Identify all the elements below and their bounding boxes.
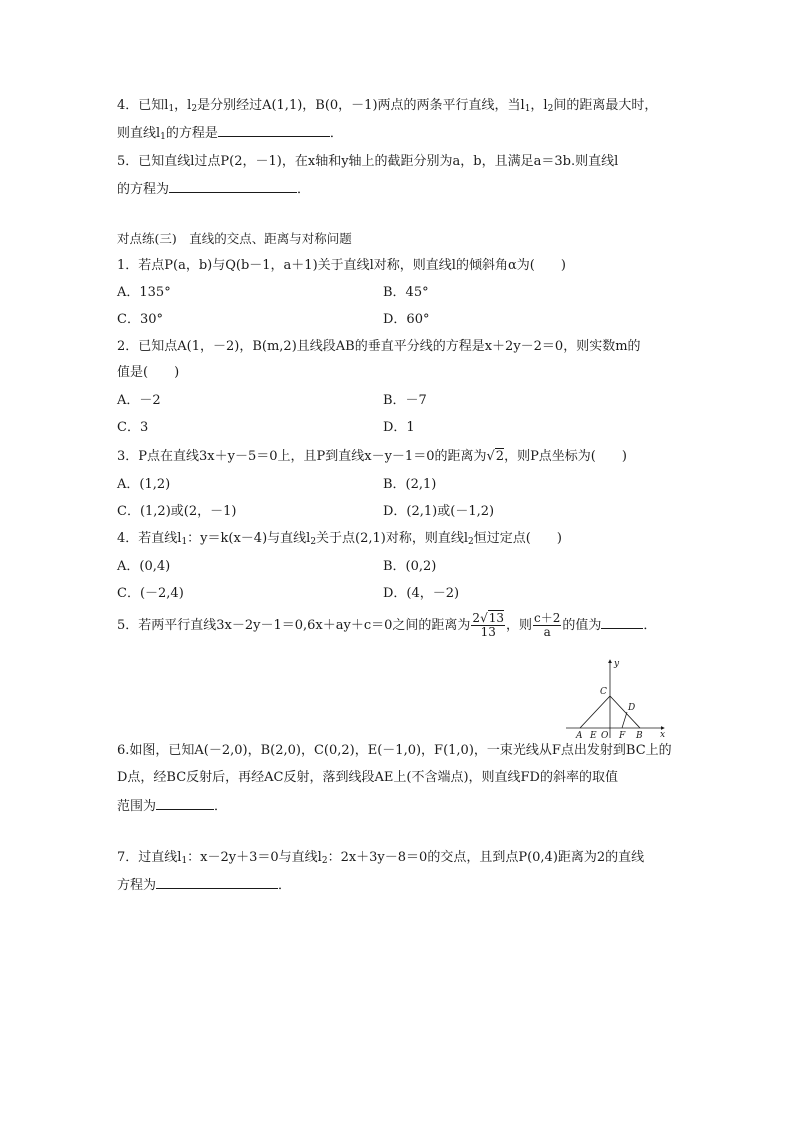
q3-option-d[interactable]: D．(2,1)或(－1,2) [383,504,495,519]
subscript: 1 [181,856,188,866]
q7-text: ：x－2y＋3＝0与直线l [187,850,322,865]
q7-line1 [117,849,644,867]
q2-option-d[interactable]: D．1 [383,420,415,435]
q5a-line2 [117,179,310,199]
fraction-distance [471,612,505,639]
subscript: 2 [310,537,317,547]
q4a-text: ． [329,126,343,141]
ray-fd [622,712,627,728]
q4a-text: 的方程是 [165,126,218,141]
sqrt-symbol: √ [486,449,495,464]
q6-line3 [117,796,227,816]
q1-option-a[interactable]: A．135° [117,285,171,300]
sqrt-radicand: 13 [488,611,504,625]
q7-text: ：2x＋3y－8＝0的交点，且到点P(0,4)距离为2的直线 [327,850,645,865]
label-b: B [636,731,643,740]
fraction-coefficient: 2 [472,611,481,625]
q4b-option-c[interactable]: C．(－2,4) [117,586,184,601]
sqrt-radicand: 2 [495,449,505,464]
q4a-line2 [117,123,343,143]
q2-stem-line2: 值是( ) [117,365,180,380]
label-a: A [576,731,583,740]
segment-ac [580,696,610,728]
q3-option-b[interactable]: B．(2,1) [383,477,437,492]
q7-line2 [117,875,291,895]
label-x: x [660,730,666,740]
q1-stem: 1．若点P(a，b)与Q(b－1，a＋1)关于直线l对称，则直线l的倾斜角α为( ) [117,258,566,273]
geometry-figure [560,656,670,740]
fraction-denominator: 13 [480,625,496,639]
fraction-expression [533,612,561,639]
q4a-text: 则直线l [117,126,161,141]
subscript: 2 [468,537,474,547]
label-f: F [619,731,626,740]
q5b-text: 的值为 [562,618,602,633]
answer-blank[interactable] [218,123,330,137]
q5b-text: 5．若两平行直线3x－2y－1＝0,6x＋ay＋c＝0之间的距离为 [117,618,471,633]
q4a-text: 4．已知l [117,98,169,113]
q6-text: ． [214,799,228,814]
q4b-text: ：y＝k(x－4)与直线l [187,531,311,546]
q5b-text: ． [643,618,657,633]
subscript: 1 [168,104,175,114]
q2-option-a[interactable]: A．－2 [117,393,161,408]
q4a-line1 [117,97,657,115]
q4a-text: 间的距离最大时， [553,98,658,113]
fraction-numerator: c＋2 [534,611,561,625]
fraction-numerator: 2√13 [472,611,504,625]
q5a-text: 的方程为 [117,182,170,197]
q5b-stem [117,612,656,640]
q1-option-c[interactable]: C．30° [117,312,163,327]
label-d: D [628,703,636,713]
q4b-option-b[interactable]: B．(0,2) [383,559,437,574]
q5b-text: ，则 [506,618,533,633]
subscript: 1 [524,104,531,114]
answer-blank[interactable] [156,875,278,889]
q7-text: 7．过直线l [117,850,182,865]
q4b-option-a[interactable]: A．(0,4) [117,559,171,574]
q5a-line1: 5．已知直线l过点P(2，－1)，在x轴和y轴上的截距分别为a，b，且满足a＝3b.则直线l [117,154,619,169]
subscript: 1 [160,132,166,142]
q1-option-b[interactable]: B．45° [383,285,429,300]
q7-text: 方程为 [117,878,157,893]
subscript: 2 [191,104,198,114]
q4b-stem [117,530,562,548]
q2-option-b[interactable]: B．－7 [383,393,427,408]
answer-blank[interactable] [601,615,643,629]
label-c: C [600,687,607,697]
q2-stem-line1: 2．已知点A(1，－2)，B(m,2)且线段AB的垂直平分线的方程是x＋2y－2＝0，则实数m的 [117,339,641,354]
q4a-text: ，l [530,98,548,113]
fraction-denominator: a [543,625,551,639]
q4a-text: ，l [174,98,192,113]
q3-stem [117,448,627,466]
q3-text: ，则P点坐标为( ) [504,449,627,464]
q2-option-c[interactable]: C．3 [117,420,149,435]
label-o: O [601,731,609,740]
q1-option-d[interactable]: D．60° [383,312,430,327]
subscript: 1 [181,537,188,547]
q3-option-a[interactable]: A．(1,2) [117,477,171,492]
q7-text: ． [278,878,292,893]
q6-line2: D点，经BC反射后，再经AC反射，落到线段AE上(不含端点)，则直线FD的斜率的取值 [117,770,618,785]
q6-text: 范围为 [117,799,157,814]
segment-bc [610,696,640,728]
q4b-option-d[interactable]: D．(4，－2) [383,586,460,601]
subscript: 2 [321,856,328,866]
answer-blank[interactable] [169,179,297,193]
subscript: 2 [547,104,554,114]
label-y: y [614,659,620,669]
q4a-text: 是分别经过A(1,1)，B(0，－1)两点的两条平行直线，当l [197,98,525,113]
q4b-text: 4．若直线l [117,531,182,546]
q3-option-c[interactable]: C．(1,2)或(2，－1) [117,504,237,519]
label-e: E [590,731,597,740]
answer-blank[interactable] [156,796,214,810]
q4b-text: 关于点(2,1)对称，则直线l [316,531,469,546]
q3-text: 3．P点在直线3x＋y－5＝0上，且P到直线x－y－1＝0的距离为 [117,449,487,464]
q5a-text: ． [297,182,311,197]
section-title: 对点练(三) 直线的交点、距离与对称问题 [117,231,352,246]
q6-line1: 6.如图，已知A(－2,0)，B(2,0)，C(0,2)，E(－1,0)，F(1,0)，一束光线从F点出发射到BC上的 [117,743,672,758]
q4b-text: 恒过定点( ) [473,531,562,546]
